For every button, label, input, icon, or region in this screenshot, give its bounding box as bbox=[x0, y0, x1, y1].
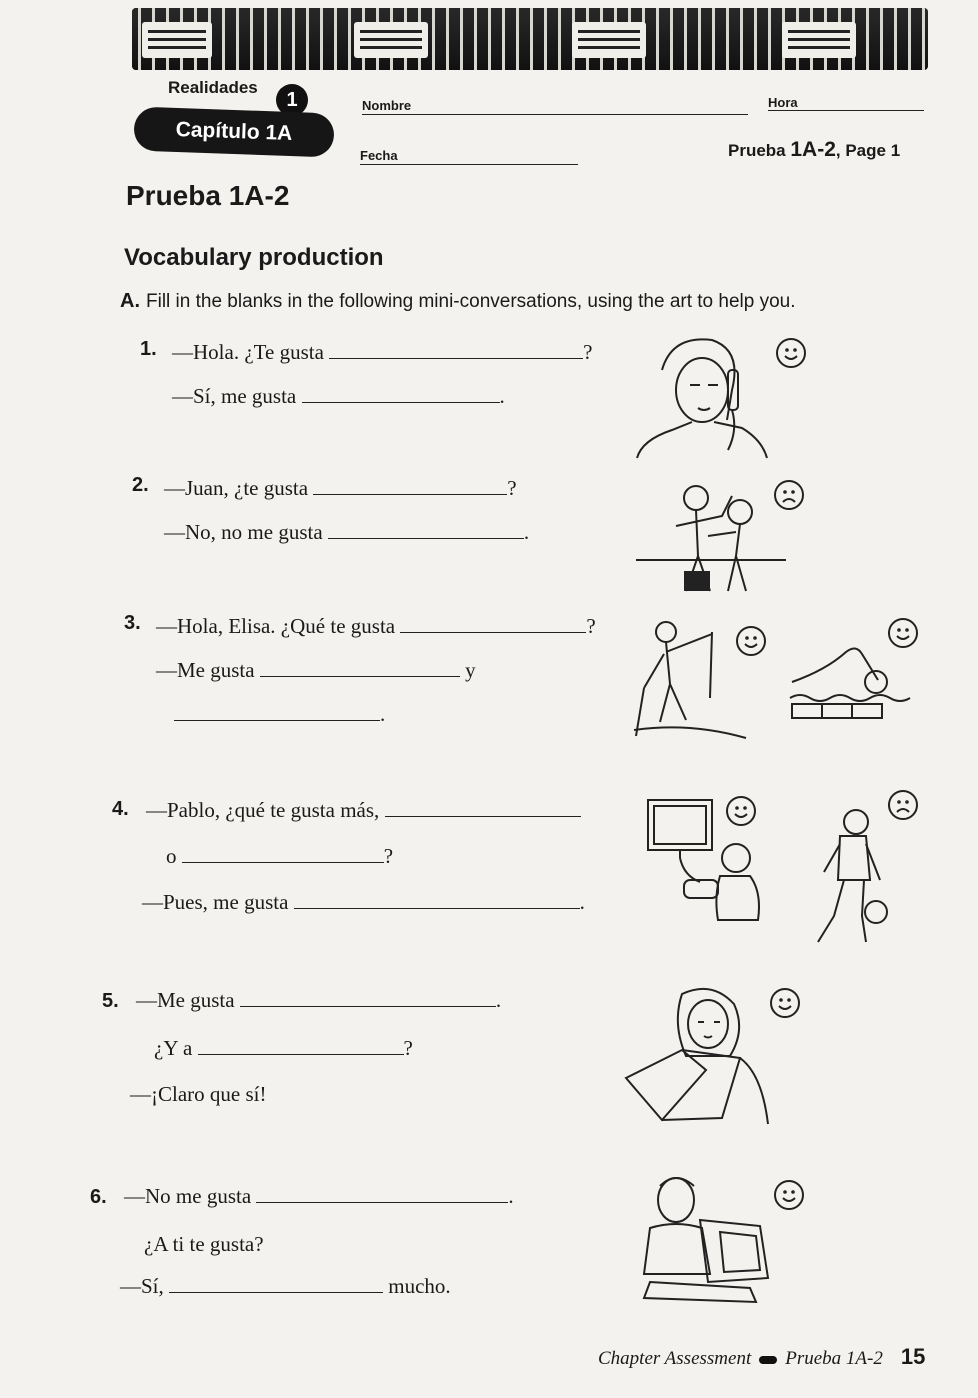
swimmer-illustration bbox=[786, 640, 912, 726]
answer-blank[interactable] bbox=[260, 658, 460, 677]
punctuation: ? bbox=[583, 340, 593, 364]
answer-blank[interactable] bbox=[385, 798, 581, 817]
prompt-text: —Me gusta bbox=[136, 988, 235, 1012]
prompt-text: —No, no me gusta bbox=[164, 520, 323, 544]
prompt-text: —Hola, Elisa. ¿Qué te gusta bbox=[156, 614, 396, 638]
answer-blank[interactable] bbox=[182, 844, 384, 863]
chapter-badge: Capítulo 1A bbox=[133, 107, 334, 158]
question-line bbox=[144, 1232, 264, 1257]
conjunction: y bbox=[465, 658, 476, 682]
level-badge: 1 bbox=[276, 84, 308, 116]
date-label: Fecha bbox=[360, 148, 398, 163]
page-footer bbox=[598, 1344, 925, 1370]
happy-face-icon bbox=[776, 338, 806, 368]
prompt-text: —Hola. ¿Te gusta bbox=[172, 340, 324, 364]
basketball-illustration bbox=[804, 806, 894, 948]
series-name: Realidades bbox=[168, 78, 258, 97]
question-line bbox=[142, 890, 585, 915]
prompt-text: —Pues, me gusta bbox=[142, 890, 289, 914]
question-number: 6. bbox=[90, 1186, 107, 1208]
woman-reading-illustration bbox=[622, 984, 772, 1126]
question-line bbox=[172, 384, 505, 409]
header-reference bbox=[728, 138, 900, 162]
prompt-text: —No me gusta bbox=[124, 1184, 252, 1208]
punctuation: . bbox=[508, 1184, 514, 1208]
punctuation: . bbox=[380, 702, 386, 726]
punctuation: . bbox=[499, 384, 505, 408]
prompt-text: ¿A ti te gusta? bbox=[144, 1232, 264, 1256]
question-line bbox=[154, 1036, 413, 1061]
question-number: 3. bbox=[124, 612, 141, 634]
punctuation: . bbox=[523, 520, 530, 544]
prompt-text: —Juan, ¿te gusta bbox=[164, 476, 309, 500]
answer-blank[interactable] bbox=[174, 702, 380, 721]
question-number: 2. bbox=[132, 474, 149, 496]
name-field[interactable] bbox=[362, 114, 748, 115]
happy-face-icon bbox=[770, 988, 800, 1018]
question-line bbox=[146, 798, 581, 823]
name-label: Nombre bbox=[362, 98, 412, 113]
answer-blank[interactable] bbox=[294, 890, 580, 909]
prompt-text: mucho. bbox=[388, 1274, 451, 1298]
skier-illustration bbox=[630, 618, 750, 746]
date-field[interactable] bbox=[360, 164, 578, 165]
ref-code: 1A-2 bbox=[790, 138, 836, 161]
footer-label: Chapter Assessment bbox=[598, 1348, 752, 1369]
happy-face-icon bbox=[726, 796, 756, 826]
happy-face-icon bbox=[736, 626, 766, 656]
instruction bbox=[120, 290, 796, 313]
prompt-text: o bbox=[166, 844, 177, 868]
question-number: 1. bbox=[140, 338, 157, 360]
question-number: 5. bbox=[102, 990, 119, 1012]
sad-face-icon bbox=[888, 790, 918, 820]
pen-icon bbox=[759, 1356, 777, 1364]
ref-prefix: Prueba bbox=[728, 141, 791, 160]
ref-suffix: , Page 1 bbox=[835, 141, 901, 160]
punctuation: . bbox=[495, 988, 502, 1012]
prompt-text: —Sí, me gusta bbox=[172, 384, 297, 408]
punctuation: ? bbox=[403, 1036, 413, 1060]
prompt-text: —Sí, bbox=[120, 1274, 164, 1298]
question-line bbox=[164, 476, 517, 501]
punctuation: ? bbox=[383, 844, 394, 868]
question-line bbox=[124, 1184, 514, 1209]
page-number: 15 bbox=[900, 1344, 926, 1369]
question-line bbox=[156, 658, 476, 683]
question-line bbox=[164, 520, 529, 545]
happy-face-icon bbox=[888, 618, 918, 648]
punctuation: ? bbox=[507, 476, 517, 500]
answer-blank[interactable] bbox=[198, 1036, 404, 1055]
punctuation: ? bbox=[586, 614, 596, 638]
answer-blank[interactable] bbox=[240, 988, 496, 1007]
answer-blank[interactable] bbox=[302, 384, 500, 403]
question-line bbox=[174, 702, 385, 727]
computer-user-illustration bbox=[630, 1170, 776, 1312]
question-line bbox=[156, 614, 596, 639]
happy-face-icon bbox=[774, 1180, 804, 1210]
couple-dancing-illustration bbox=[636, 476, 786, 596]
answer-blank[interactable] bbox=[328, 520, 524, 539]
answer-blank[interactable] bbox=[400, 614, 586, 633]
question-number: 4. bbox=[112, 798, 129, 820]
answer-blank[interactable] bbox=[256, 1184, 508, 1203]
footer-ref: Prueba 1A-2 bbox=[785, 1348, 883, 1369]
answer-blank[interactable] bbox=[329, 340, 583, 359]
question-line bbox=[172, 340, 592, 365]
question-line bbox=[136, 988, 501, 1013]
instruction-letter: A. bbox=[120, 290, 140, 312]
punctuation: . bbox=[579, 890, 585, 914]
answer-blank[interactable] bbox=[169, 1274, 383, 1293]
page-title: Prueba 1A-2 bbox=[126, 180, 290, 211]
question-line bbox=[166, 844, 393, 869]
prompt-text: —Me gusta bbox=[156, 658, 255, 682]
answer-blank[interactable] bbox=[313, 476, 507, 495]
section-heading: Vocabulary production bbox=[124, 244, 384, 271]
question-line bbox=[130, 1082, 266, 1107]
sad-face-icon bbox=[774, 480, 804, 510]
woman-phone-illustration bbox=[632, 330, 772, 460]
hour-field[interactable] bbox=[768, 110, 924, 111]
question-line bbox=[120, 1274, 451, 1299]
decorative-banner bbox=[132, 8, 928, 70]
prompt-text: ¿Y a bbox=[154, 1036, 193, 1060]
prompt-text: —¡Claro que sí! bbox=[130, 1082, 267, 1106]
prompt-text: —Pablo, ¿qué te gusta más, bbox=[146, 798, 380, 822]
hour-label: Hora bbox=[768, 95, 798, 110]
instruction-text: Fill in the blanks in the following mini-conversations, using the art to help you. bbox=[146, 291, 796, 312]
